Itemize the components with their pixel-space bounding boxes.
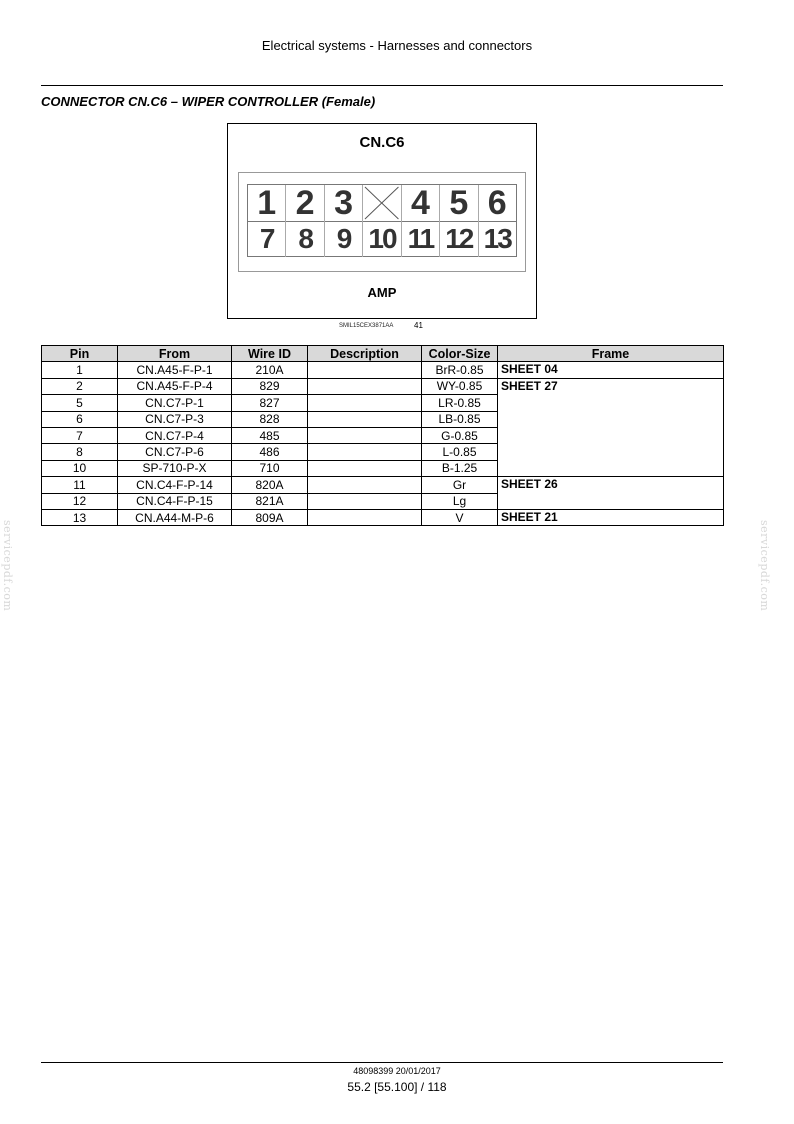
from-cell: CN.C4-F-P-15: [118, 493, 232, 509]
pin-cell: 7: [248, 221, 286, 257]
color-size-cell: B-1.25: [422, 460, 498, 476]
table-row: [42, 362, 724, 378]
column-header-color-size: Color-Size: [422, 346, 498, 362]
frame-cell: SHEET 26: [498, 477, 724, 510]
column-header-description: Description: [308, 346, 422, 362]
pin-cell: 2: [286, 185, 324, 221]
pin-row-top: [248, 185, 516, 222]
description-cell: [308, 444, 422, 460]
wire-id-cell: 710: [232, 460, 308, 476]
color-size-cell: LR-0.85: [422, 395, 498, 411]
pin-row-bottom: [248, 221, 516, 257]
watermark-right: servicepdf.com: [758, 520, 771, 612]
watermark-left: servicepdf.com: [1, 520, 14, 612]
color-size-cell: LB-0.85: [422, 411, 498, 427]
connector-pin-grid: [247, 184, 517, 257]
figure-number: 41: [414, 321, 423, 330]
frame-cell: SHEET 21: [498, 509, 724, 525]
wire-id-cell: 486: [232, 444, 308, 460]
pin-cell: 11: [42, 477, 118, 493]
wire-id-cell: 827: [232, 395, 308, 411]
description-cell: [308, 477, 422, 493]
color-size-cell: G-0.85: [422, 427, 498, 443]
from-cell: CN.C7-P-4: [118, 427, 232, 443]
description-cell: [308, 509, 422, 525]
pin-cell: 8: [42, 444, 118, 460]
wire-id-cell: 809A: [232, 509, 308, 525]
column-header-wire-id: Wire ID: [232, 346, 308, 362]
table-row: [42, 378, 724, 394]
description-cell: [308, 493, 422, 509]
frame-cell: SHEET 27: [498, 378, 724, 476]
from-cell: SP-710-P-X: [118, 460, 232, 476]
pin-cell: 5: [440, 185, 478, 221]
color-size-cell: BrR-0.85: [422, 362, 498, 378]
pin-cell: 4: [402, 185, 440, 221]
pin-cell: 12: [42, 493, 118, 509]
pin-cell: 1: [42, 362, 118, 378]
pin-cell: 10: [42, 460, 118, 476]
pin-cell: 13: [483, 223, 511, 254]
pin-cell: 8: [286, 221, 324, 257]
wire-id-cell: 485: [232, 427, 308, 443]
color-size-cell: V: [422, 509, 498, 525]
from-cell: CN.A45-F-P-1: [118, 362, 232, 378]
description-cell: [308, 460, 422, 476]
column-header-pin: Pin: [42, 346, 118, 362]
wire-id-cell: 829: [232, 378, 308, 394]
color-size-cell: Gr: [422, 477, 498, 493]
wire-id-cell: 210A: [232, 362, 308, 378]
pin-cell: 3: [325, 185, 363, 221]
from-cell: CN.C7-P-6: [118, 444, 232, 460]
pin-cell: 13: [42, 509, 118, 525]
from-cell: CN.A45-F-P-4: [118, 378, 232, 394]
pin-cell: 7: [42, 427, 118, 443]
pin-cell: 6: [42, 411, 118, 427]
pin-table: [41, 345, 724, 526]
page-header-title: Electrical systems - Harnesses and connectors: [261, 38, 533, 53]
color-size-cell: Lg: [422, 493, 498, 509]
description-cell: [308, 395, 422, 411]
description-cell: [308, 427, 422, 443]
table-row: [42, 477, 724, 493]
color-size-cell: L-0.85: [422, 444, 498, 460]
wire-id-cell: 820A: [232, 477, 308, 493]
unused-pin-cell: [363, 185, 401, 221]
pin-cell: 10: [363, 221, 401, 257]
table-header-row: [42, 346, 724, 362]
frame-cell: SHEET 04: [498, 362, 724, 378]
table-row: [42, 509, 724, 525]
column-header-frame: Frame: [498, 346, 724, 362]
pin-cell: 1: [248, 185, 286, 221]
footer-page-number: 55.2 [55.100] / 118: [347, 1080, 447, 1094]
column-header-from: From: [118, 346, 232, 362]
from-cell: CN.C4-F-P-14: [118, 477, 232, 493]
figure-reference-code: SMIL15CEX3871AA: [339, 323, 394, 329]
header-divider: [41, 85, 723, 86]
pin-cell: 11: [402, 221, 440, 257]
description-cell: [308, 378, 422, 394]
pin-cell: 6: [487, 184, 507, 222]
wire-id-cell: 828: [232, 411, 308, 427]
description-cell: [308, 362, 422, 378]
section-title: CONNECTOR CN.C6 – WIPER CONTROLLER (Female): [41, 94, 376, 109]
color-size-cell: WY-0.85: [422, 378, 498, 394]
connector-name: CN.C6: [359, 134, 405, 151]
from-cell: CN.C7-P-1: [118, 395, 232, 411]
from-cell: CN.A44-M-P-6: [118, 509, 232, 525]
description-cell: [308, 411, 422, 427]
connector-figure: [227, 123, 537, 319]
footer-divider: [41, 1062, 723, 1063]
pin-cell: 5: [42, 395, 118, 411]
pin-cell: 2: [42, 378, 118, 394]
footer-document-code: 48098399 20/01/2017: [353, 1066, 441, 1076]
from-cell: CN.C7-P-3: [118, 411, 232, 427]
pin-cell: 12: [440, 221, 478, 257]
pin-cell: 9: [325, 221, 363, 257]
connector-manufacturer: AMP: [367, 285, 397, 300]
wire-id-cell: 821A: [232, 493, 308, 509]
cross-icon: [363, 185, 400, 221]
